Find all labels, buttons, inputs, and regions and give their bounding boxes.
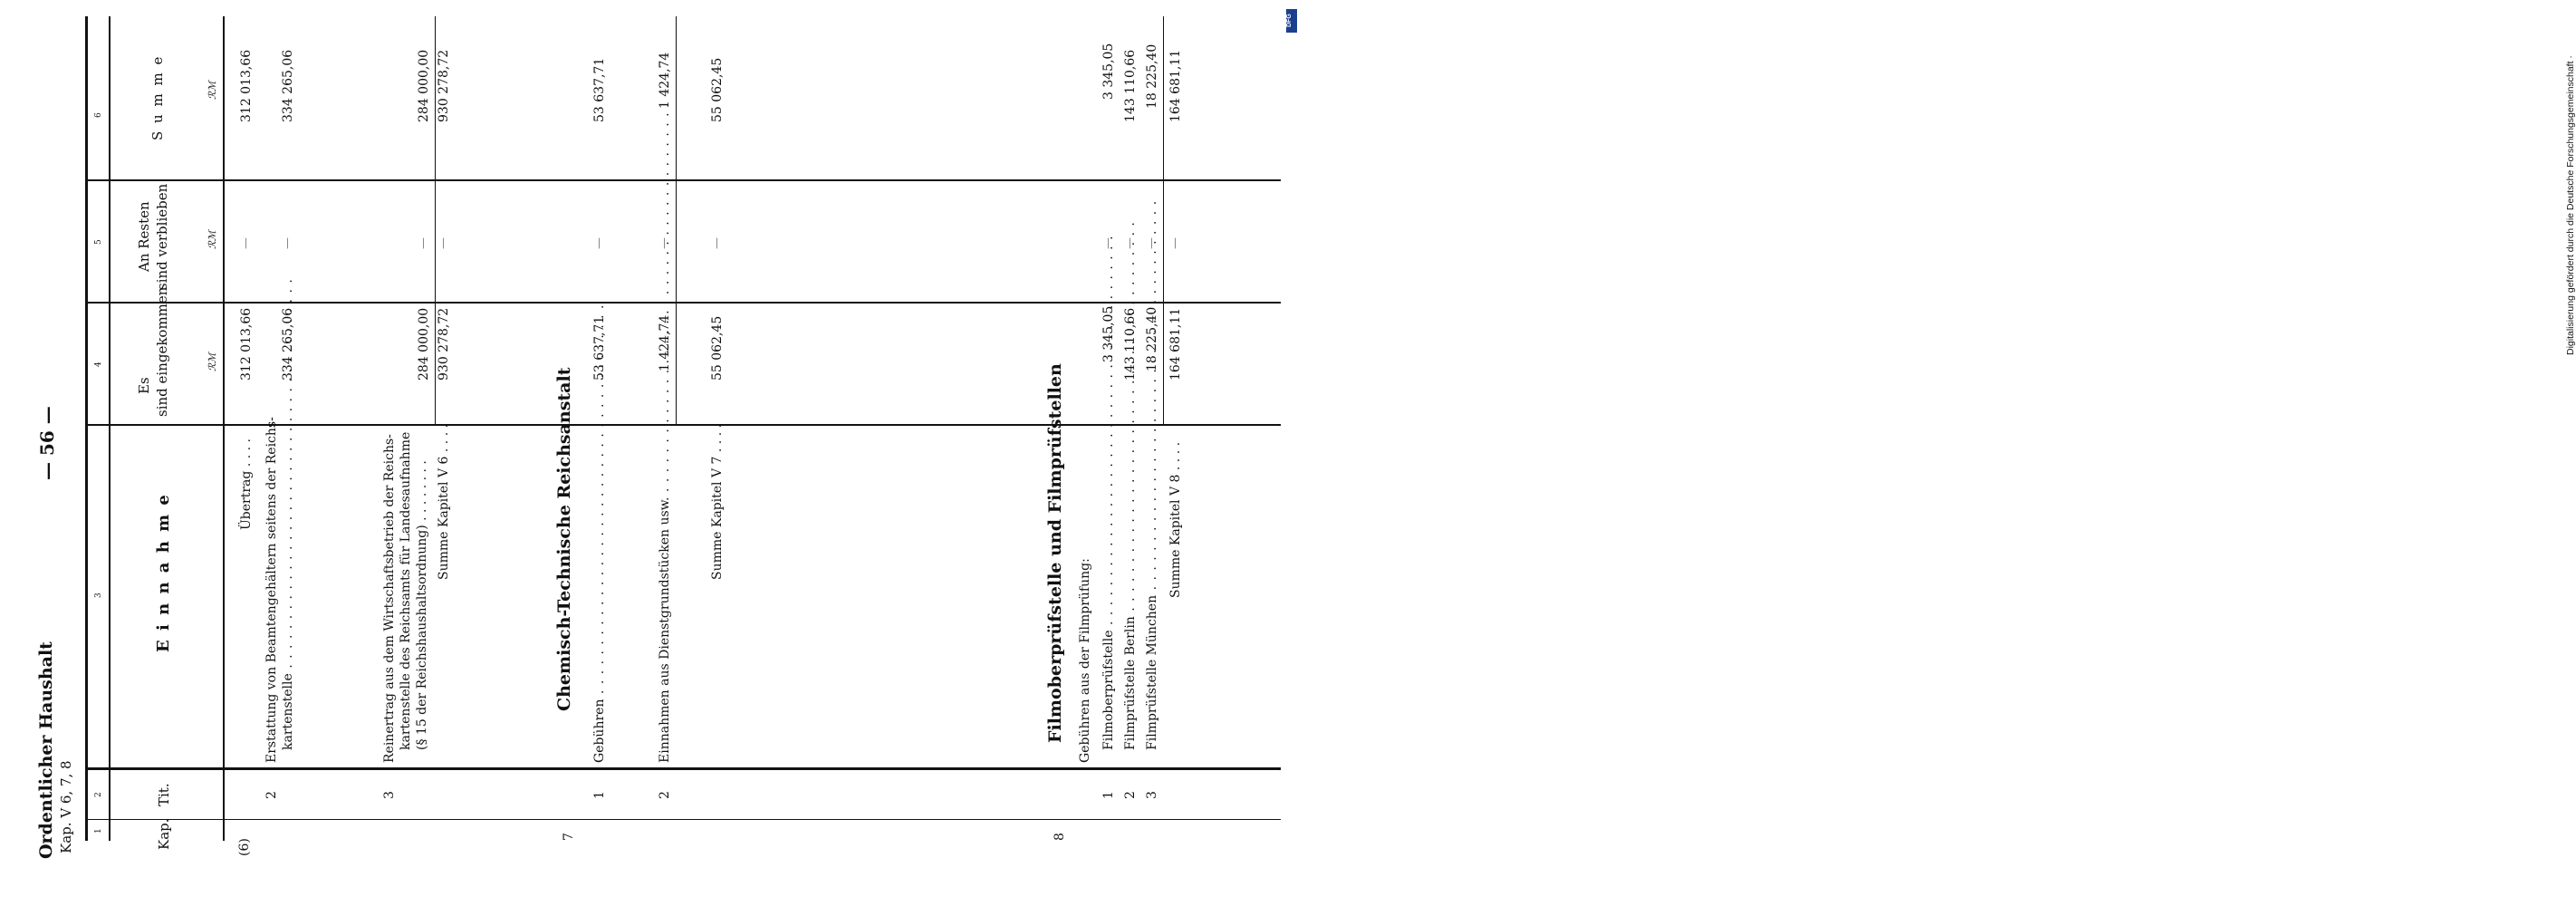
filmpruefstelle-muenchen-text: Filmprüfstelle München . . . <box>1145 433 1159 750</box>
dfg-logo <box>1286 9 1297 33</box>
kap8-intro: Gebühren aus der Filmprüfung: <box>1078 558 1092 763</box>
filmpruefstelle-berlin-resten: — <box>1123 237 1137 249</box>
kap8-sum-rule <box>1163 16 1164 424</box>
unit-eingekommen: ℛℳ <box>207 352 218 371</box>
gebuehren-eingekommen: 53 637,71 <box>592 315 607 381</box>
gebuehren-resten: — <box>592 237 606 249</box>
col5-divider <box>85 179 1281 181</box>
uebertrag-eingekommen: 312 013,66 <box>239 307 254 381</box>
colnum-2: 2 <box>94 792 103 797</box>
reinertrag-resten: — <box>417 237 430 249</box>
tit-7-2-label: 2 <box>658 791 672 799</box>
eingekommen-header-2: sind eingekommen <box>154 286 170 417</box>
unit-summe: ℛℳ <box>207 81 218 100</box>
credit-text: Digitalisierung gefördert durch die Deutsche Forschungsgemeinschaft · <box>2565 55 2576 355</box>
colnum-6: 6 <box>94 112 103 118</box>
chapter-reference: Kap. V 6, 7, 8 <box>58 760 74 853</box>
resten-header-2: sind verblieben <box>154 183 170 290</box>
tit-2-label: 2 <box>264 791 279 799</box>
summe-kap6-text: Summe Kapitel V 6 . . . . <box>437 423 451 580</box>
colnum-3: 3 <box>94 593 103 598</box>
erstattung-summe: 334 265,06 <box>281 49 295 122</box>
erstattung-resten: — <box>281 237 294 249</box>
tit-8-3-label: 3 <box>1145 791 1159 799</box>
gebuehren-summe: 53 637,71 <box>592 57 607 122</box>
filmpruefstelle-muenchen-eingekommen: 18 225,40 <box>1145 306 1159 371</box>
kap8-heading: Filmoberprüfstelle und Filmprüfstellen <box>1045 363 1065 743</box>
dienstgrundstuecke-summe: 1 424,74 <box>658 52 672 109</box>
colnum-5: 5 <box>94 239 103 245</box>
reinertrag-text-2: kartenstelle des Reichsamts für Landesaufnahme <box>399 431 413 750</box>
tit-3-label: 3 <box>382 791 397 799</box>
table-top-rule <box>85 16 88 841</box>
tit-header: Tit. <box>156 783 172 806</box>
summe-kap8-summe: 164 681,11 <box>1168 49 1183 122</box>
col1-divider <box>85 819 1281 820</box>
uebertrag-resten: — <box>239 237 253 249</box>
summe-kap7-text: Summe Kapitel V 7 . . . . <box>710 423 725 580</box>
page-number: — 56 — <box>36 406 58 480</box>
reinertrag-text-3: (§ 15 der Reichshaushaltsordnung) . . . . . . . . <box>415 460 429 750</box>
uebertrag-text: Übertrag . . . . <box>239 439 254 530</box>
tit-8-1-label: 1 <box>1101 791 1116 799</box>
colnum-1: 1 <box>94 828 103 834</box>
dienstgrundstuecke-resten: — <box>658 237 671 249</box>
einnahme-header: E i n n a h m e <box>154 493 173 652</box>
kap-6-label: (6) <box>237 838 252 856</box>
gebuehren-text: Gebühren . . . <box>592 432 607 763</box>
filmoberpruefstelle-eingekommen: 3 345,05 <box>1101 305 1116 362</box>
kap-7-label: 7 <box>562 833 576 841</box>
summe-kap8-text: Summe Kapitel V 8 . . . . <box>1168 441 1183 598</box>
kap-8-label: 8 <box>1053 833 1067 841</box>
filmpruefstelle-berlin-text: Filmprüfstelle Berlin . . . <box>1123 433 1138 750</box>
summe-header: S u m m e <box>149 54 166 140</box>
dfg-logo-text: DFG <box>1286 14 1293 27</box>
kap6-sum-rule <box>435 16 436 424</box>
unit-rule <box>223 16 225 841</box>
uebertrag-summe: 312 013,66 <box>239 49 254 122</box>
summe-kap6-resten: — <box>437 237 450 249</box>
digitization-credit <box>1272 0 2576 906</box>
budget-title: Ordentlicher Haushalt <box>36 641 56 859</box>
tit-8-2-label: 2 <box>1123 791 1138 799</box>
col2-divider <box>85 767 1281 770</box>
filmpruefstelle-muenchen-summe: 18 225,40 <box>1145 43 1159 109</box>
kap-header: Kap. <box>156 818 172 850</box>
reinertrag-eingekommen: 284 000,00 <box>417 307 431 381</box>
summe-kap8-resten: — <box>1168 237 1182 249</box>
filmoberpruefstelle-text: Filmoberprüfstelle . . . <box>1101 433 1116 750</box>
summe-kap6-summe: 930 278,72 <box>437 49 451 122</box>
reinertrag-summe: 284 000,00 <box>417 49 431 122</box>
summe-kap7-eingekommen: 55 062,45 <box>710 315 725 381</box>
kap7-sum-rule <box>676 16 677 424</box>
filmoberpruefstelle-resten: — <box>1101 237 1115 249</box>
colnum-4: 4 <box>94 361 103 367</box>
filmpruefstelle-berlin-summe: 143 110,66 <box>1123 49 1138 122</box>
erstattung-text-2: kartenstelle . . . <box>281 433 295 750</box>
eingekommen-header-1: Es <box>136 377 152 394</box>
filmpruefstelle-berlin-eingekommen: 143 110,66 <box>1123 307 1138 381</box>
resten-header-1: An Resten <box>136 201 152 272</box>
summe-kap7-summe: 55 062,45 <box>710 57 725 122</box>
unit-resten: ℛℳ <box>207 230 218 249</box>
reinertrag-text-1: Reinertrag aus dem Wirtschaftsbetrieb der Reichs- <box>382 434 397 763</box>
summe-kap6-eingekommen: 930 278,72 <box>437 307 451 381</box>
filmpruefstelle-muenchen-resten: — <box>1145 237 1158 249</box>
kap7-heading: Chemisch-Technische Reichsanstalt <box>554 367 574 711</box>
dienstgrundstuecke-text: Einnahmen aus Dienstgrundstücken usw. . . . <box>658 432 672 763</box>
summe-kap8-eingekommen: 164 681,11 <box>1168 307 1183 381</box>
header-rule <box>109 16 111 841</box>
summe-kap7-resten: — <box>710 237 724 249</box>
dienstgrundstuecke-eingekommen: 1 424,74 <box>658 314 672 371</box>
erstattung-eingekommen: 334 265,06 <box>281 307 295 381</box>
tit-7-1-label: 1 <box>592 791 607 799</box>
filmoberpruefstelle-summe: 3 345,05 <box>1101 43 1116 100</box>
erstattung-text-1: Erstattung von Beamtengehältern seitens der Reichs- <box>264 417 279 763</box>
